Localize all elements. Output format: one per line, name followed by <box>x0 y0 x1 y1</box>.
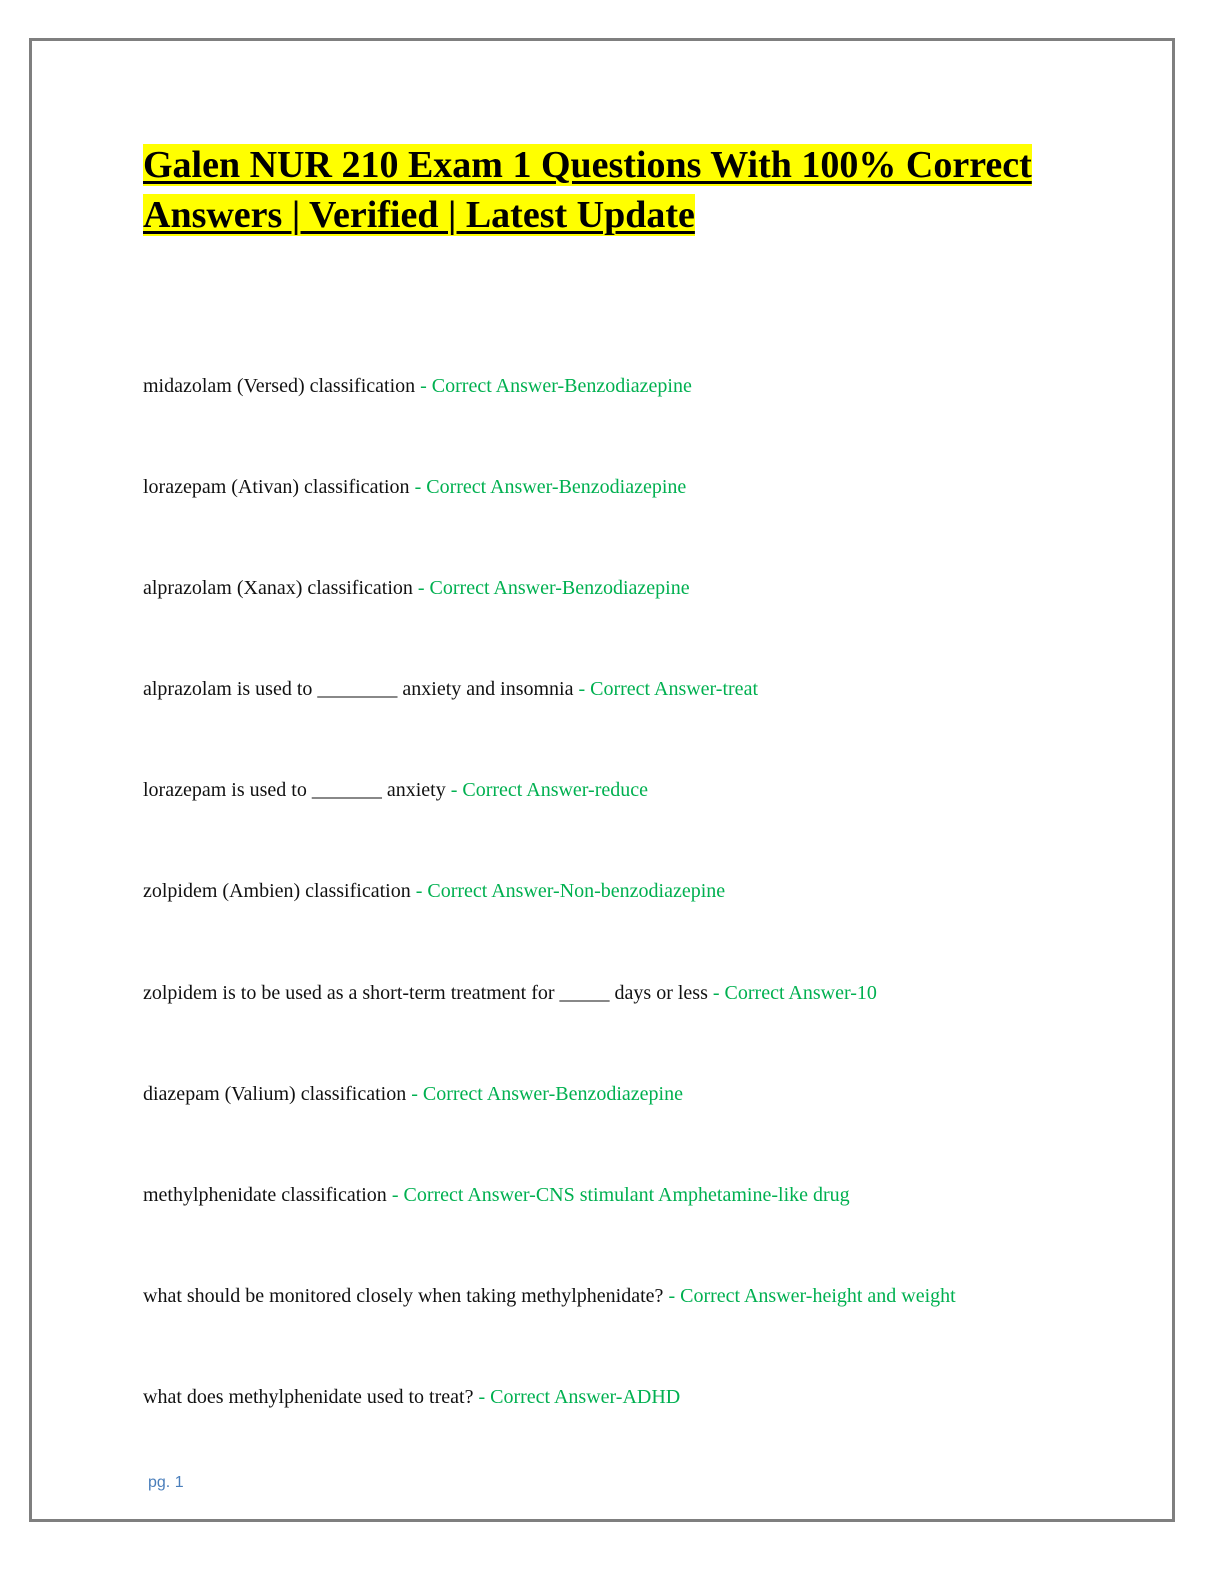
answer-prefix: - Correct Answer- <box>573 678 723 700</box>
answer-prefix: - Correct Answer- <box>410 880 560 902</box>
answer-text: 10 <box>856 982 877 1004</box>
answer-text: Benzodiazepine <box>558 476 687 498</box>
question-text: lorazepam is used to _______ anxiety <box>143 779 446 801</box>
answer-text: Benzodiazepine <box>555 1083 683 1105</box>
question-text: alprazolam is used to ________ anxiety and insomnia <box>143 678 574 700</box>
answer-text: Non-benzodiazepine <box>559 880 726 902</box>
question-text: what should be monitored closely when taking methylphenidate? <box>143 1285 664 1307</box>
qa-item <box>143 1384 1103 1410</box>
answer-text: ADHD <box>622 1386 681 1408</box>
question-text: what does methylphenidate used to treat? <box>143 1386 474 1408</box>
qa-item <box>143 676 1103 702</box>
question-text: diazepam (Valium) classification <box>143 1083 407 1105</box>
page-number: pg. 1 <box>148 1474 184 1491</box>
question-text: zolpidem is to be used as a short-term treatment for _____ days or less <box>143 982 708 1004</box>
answer-text: Benzodiazepine <box>564 375 692 397</box>
question-text: lorazepam (Ativan) classification <box>143 476 410 498</box>
answer-prefix: - Correct Answer- <box>409 476 559 498</box>
answer-prefix: - Correct Answer- <box>386 1184 536 1206</box>
question-text: alprazolam (Xanax) classification <box>143 577 413 599</box>
question-text: midazolam (Versed) classification <box>143 375 416 397</box>
document-title <box>143 140 1083 240</box>
question-text: methylphenidate classification <box>143 1184 387 1206</box>
title-line-2: Answers | Verified | Latest Update <box>143 194 695 236</box>
answer-text: CNS stimulant Amphetamine-like drug <box>535 1184 850 1206</box>
qa-item <box>143 878 1103 904</box>
qa-item <box>143 777 1103 803</box>
qa-item <box>143 373 1103 399</box>
qa-item <box>143 474 1103 500</box>
qa-item <box>143 1182 1103 1208</box>
qa-item <box>143 1081 1103 1107</box>
answer-prefix: - Correct Answer- <box>663 1285 813 1307</box>
answer-text: treat <box>722 678 758 700</box>
answer-prefix: - Correct Answer- <box>415 375 565 397</box>
answer-prefix: - Correct Answer- <box>707 982 857 1004</box>
qa-item <box>143 575 1103 601</box>
answer-prefix: - Correct Answer- <box>445 779 595 801</box>
answer-text: Benzodiazepine <box>561 577 690 599</box>
answer-text: height and weight <box>812 1285 956 1307</box>
answer-text: reduce <box>594 779 649 801</box>
answer-prefix: - Correct Answer- <box>473 1386 623 1408</box>
title-line-1: Galen NUR 210 Exam 1 Questions With 100% Correct <box>143 144 1032 186</box>
question-text: zolpidem (Ambien) classification <box>143 880 411 902</box>
qa-item <box>143 980 1103 1006</box>
answer-prefix: - Correct Answer- <box>412 577 562 599</box>
qa-item <box>143 1283 1103 1309</box>
answer-prefix: - Correct Answer- <box>406 1083 556 1105</box>
